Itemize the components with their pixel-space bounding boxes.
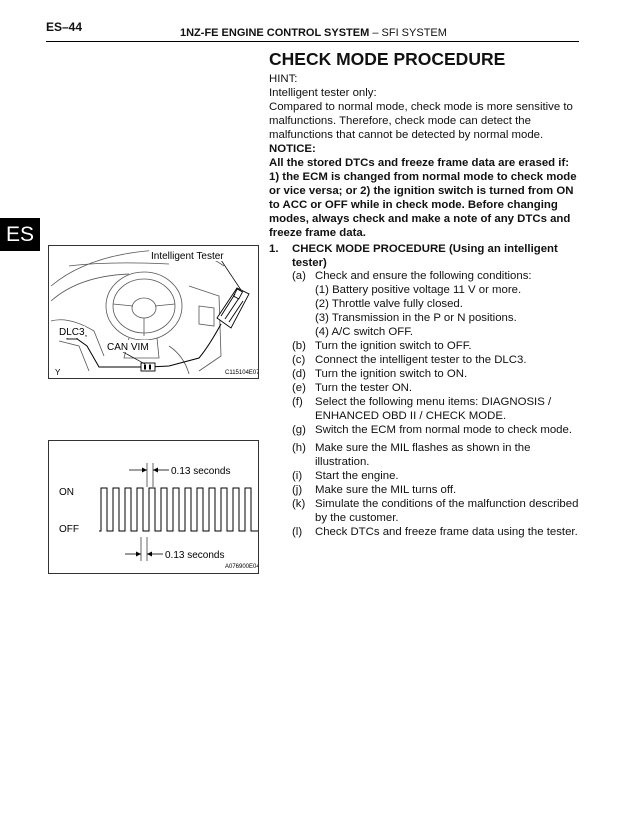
- step-marker: (e): [292, 382, 306, 394]
- notice-line: All the stored DTCs and freeze frame data are erased if:: [269, 157, 570, 169]
- step-marker: (k): [292, 498, 306, 510]
- procedure-title: tester): [292, 257, 327, 269]
- page-title: CHECK MODE PROCEDURE: [269, 49, 506, 69]
- intelligent-tester-label: Intelligent Tester: [151, 251, 224, 262]
- figure-code: C115104E07: [225, 370, 258, 376]
- page-number: ES–44: [46, 20, 83, 34]
- hint-line: malfunctions. Therefore, check mode can detect the: [269, 115, 531, 127]
- step-text: Connect the intelligent tester to the DLC3.: [315, 354, 527, 366]
- step-marker: (g): [292, 424, 306, 436]
- step-text: Check DTCs and freeze frame data using the tester.: [315, 526, 578, 538]
- step-text: Check and ensure the following conditions:: [315, 270, 532, 282]
- step-text: Turn the tester ON.: [315, 382, 413, 394]
- header-title: [180, 27, 447, 39]
- step-marker: (h): [292, 442, 306, 454]
- figure-code: A076900E04: [225, 564, 258, 570]
- notice-line: modes, always check and make a note of any DTCs and: [269, 213, 571, 225]
- on-duration-label: 0.13 seconds: [171, 466, 231, 477]
- procedure-title: CHECK MODE PROCEDURE (Using an intelligent: [292, 243, 558, 255]
- header-system: 1NZ-FE ENGINE CONTROL SYSTEM: [180, 27, 370, 39]
- hint-line: Intelligent tester only:: [269, 87, 377, 99]
- step-text: Turn the ignition switch to OFF.: [315, 340, 472, 352]
- step-text: Switch the ECM from normal mode to check mode.: [315, 424, 573, 436]
- step-marker: (f): [292, 396, 303, 408]
- step-text: (2) Throttle valve fully closed.: [315, 298, 463, 310]
- tester-connection-drawing: [49, 246, 258, 378]
- step-text: Simulate the conditions of the malfunction described: [315, 498, 579, 510]
- step-marker: (l): [292, 526, 303, 538]
- on-level-label: ON: [59, 487, 74, 498]
- step-text: Turn the ignition switch to ON.: [315, 368, 468, 380]
- notice-line: freeze frame data.: [269, 227, 366, 239]
- off-level-label: OFF: [59, 524, 79, 535]
- step-text: (1) Battery positive voltage 11 V or more.: [315, 284, 522, 296]
- step-marker: (i): [292, 470, 303, 482]
- hint-line: malfunctions that cannot be detected by normal mode.: [269, 129, 544, 141]
- step-text: Make sure the MIL flashes as shown in the: [315, 442, 531, 454]
- step-marker: (a): [292, 270, 306, 282]
- step-text: Start the engine.: [315, 470, 399, 482]
- step-marker: (j): [292, 484, 303, 496]
- notice-label: NOTICE:: [269, 143, 316, 155]
- procedure-number: 1.: [269, 243, 279, 255]
- step-text: by the customer.: [315, 512, 399, 524]
- header-rule: [46, 41, 579, 42]
- step-text: illustration.: [315, 456, 370, 468]
- step-text: Select the following menu items: DIAGNOSIS /: [315, 396, 552, 408]
- off-duration-label: 0.13 seconds: [165, 550, 225, 561]
- figure-y-label: Y: [55, 368, 61, 377]
- header-subsystem: SFI SYSTEM: [381, 27, 447, 39]
- header-dash: –: [372, 27, 379, 39]
- hint-label: HINT:: [269, 73, 298, 85]
- step-marker: (c): [292, 354, 306, 366]
- step-text: Make sure the MIL turns off.: [315, 484, 457, 496]
- step-text: (4) A/C switch OFF.: [315, 326, 414, 338]
- hint-line: Compared to normal mode, check mode is more sensitive to: [269, 101, 573, 113]
- notice-line: to ACC or OFF while in check mode. Before changing: [269, 199, 558, 211]
- can-vim-label: CAN VIM: [107, 342, 149, 353]
- mil-flash-figure: [48, 440, 259, 574]
- step-text: ENHANCED OBD II / CHECK MODE.: [315, 410, 507, 422]
- section-tab: ES: [0, 218, 40, 251]
- step-marker: (b): [292, 340, 306, 352]
- dlc3-label: DLC3: [59, 327, 85, 338]
- tester-connection-figure: [48, 245, 259, 379]
- mil-waveform-line: [99, 488, 258, 531]
- step-text: (3) Transmission in the P or N positions.: [315, 312, 517, 324]
- mil-flash-waveform: [49, 441, 258, 573]
- notice-line: 1) the ECM is changed from normal mode to check mode: [269, 171, 577, 183]
- step-marker: (d): [292, 368, 306, 380]
- notice-line: or vice versa; or 2) the ignition switch is turned from ON: [269, 185, 574, 197]
